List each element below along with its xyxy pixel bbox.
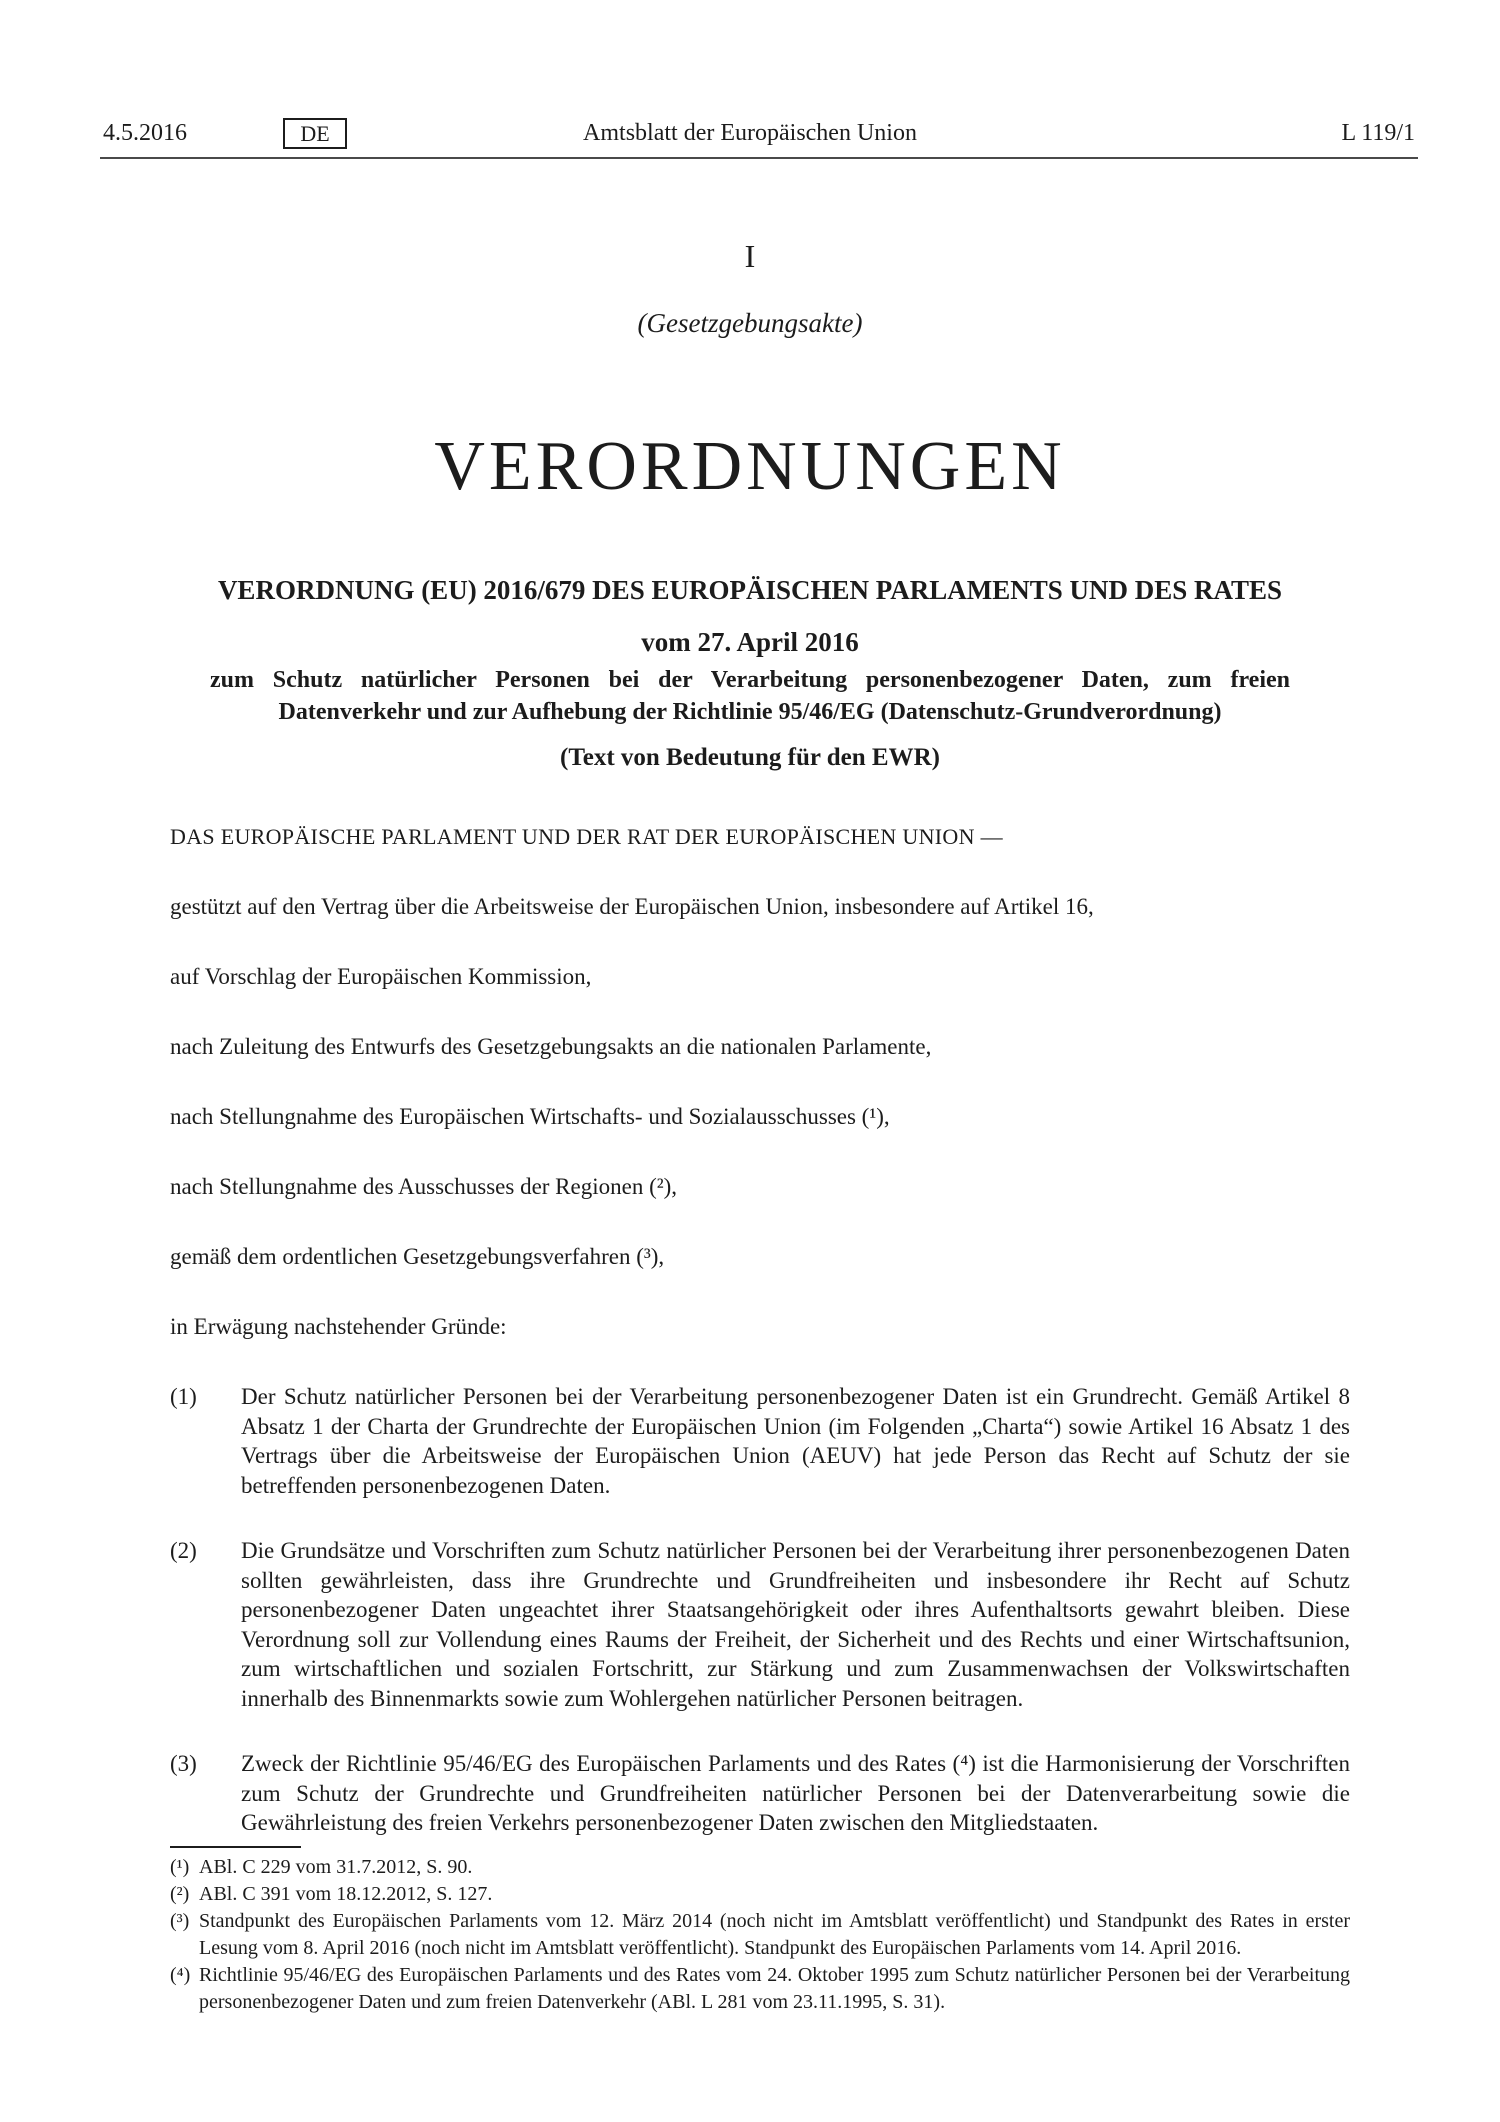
page-reference: L 119/1: [1341, 120, 1415, 146]
recital-text: Die Grundsätze und Vorschriften zum Schutz natürlicher Personen bei der Verarbeitung ihrer personenbezogenen Daten sollten gewährleisten, dass ihre Grundrechte und Grundfreiheiten und insbesondere ihr Recht auf Schutz personenbezogener Daten ungeachtet ihrer Staatsangehörigkeit oder ihres Aufenthaltsorts gewahrt bleiben. Diese Verordnung soll zur Vollendung eines Raums der Freiheit, der Sicherheit und des Rechts und einer Wirtschaftsunion, zum wirtschaftlichen und sozialen Fortschritt, zur Stärkung und zum Zusammenwachsen der Volkswirtschaften innerhalb des Binnenmarkts sowie zum Wohlergehen natürlicher Personen beitragen.: [241, 1538, 1350, 1711]
page-header: [0, 118, 1500, 158]
page-body: [0, 238, 1500, 2016]
footnote-marker: (³): [170, 1909, 190, 1932]
footnote-item: [170, 1908, 1350, 1962]
recital-item: [170, 1536, 1350, 1713]
header-date: 4.5.2016: [103, 120, 187, 146]
header-rule: [100, 157, 1418, 159]
language-badge: DE: [283, 118, 347, 149]
citation-paragraph: nach Zuleitung des Entwurfs des Gesetzgebungsakts an die nationalen Parlamente,: [170, 1034, 932, 1059]
recital-number: (2): [170, 1538, 197, 1563]
citation-paragraph: in Erwägung nachstehender Gründe:: [170, 1314, 507, 1339]
citation-paragraph: auf Vorschlag der Europäischen Kommission,: [170, 964, 592, 989]
footnote-text: ABl. C 391 vom 18.12.2012, S. 127.: [199, 1882, 493, 1905]
journal-title: Amtsblatt der Europäischen Union: [583, 120, 917, 146]
act-relevance-note: (Text von Bedeutung für den EWR): [560, 744, 940, 771]
section-heading: VERORDNUNGEN: [434, 428, 1066, 505]
footnote-item: [170, 1854, 1350, 1881]
footnote-item: [170, 1962, 1350, 2016]
footnote-marker: (⁴): [170, 1963, 191, 1986]
footnote-text: ABl. C 229 vom 31.7.2012, S. 90.: [199, 1855, 473, 1878]
citation-paragraph: gemäß dem ordentlichen Gesetzgebungsverfahren (³),: [170, 1244, 665, 1269]
footnote-marker: (¹): [170, 1855, 190, 1878]
recital-item: [170, 1382, 1350, 1500]
recital-number: (1): [170, 1384, 197, 1409]
citation-paragraph: nach Stellungnahme des Ausschusses der Regionen (²),: [170, 1174, 678, 1199]
footnote-rule: [170, 1846, 301, 1848]
preamble: [170, 822, 1350, 1838]
footnote-text: Richtlinie 95/46/EG des Europäischen Parlaments und des Rates vom 24. Oktober 1995 zum Schutz natürlicher Personen bei der Verarbeitung personenbezogener Daten und zum freien Datenverkehr (ABl. L 281 vom 23.11.1995, S. 31).: [199, 1963, 1350, 2013]
section-kicker: (Gesetzgebungsakte): [637, 308, 863, 338]
act-date-line: vom 27. April 2016: [641, 627, 859, 657]
footnote-marker: (²): [170, 1882, 190, 1905]
footnote-text: Standpunkt des Europäischen Parlaments vom 12. März 2014 (noch nicht im Amtsblatt veröffentlicht) und Standpunkt des Rates in erster Lesung vom 8. April 2016 (noch nicht im Amtsblatt veröffentlicht). Standpunkt des Europäischen Parlaments vom 14. April 2016.: [199, 1909, 1350, 1959]
footnote-item: [170, 1881, 1350, 1908]
act-title: VERORDNUNG (EU) 2016/679 DES EUROPÄISCHEN PARLAMENTS UND DES RATES: [217, 575, 1283, 605]
citation-paragraph: nach Stellungnahme des Europäischen Wirtschafts- und Sozialausschusses (¹),: [170, 1104, 890, 1129]
act-subtitle: zum Schutz natürlicher Personen bei der Verarbeitung personenbezogener Daten, zum freien Datenverkehr und zur Aufhebung der Richtlinie 95/46/EG (Datenschutz-Grundverordnung): [210, 667, 1290, 725]
section-numeral: I: [744, 238, 756, 274]
footnotes-section: [170, 1854, 1350, 2016]
recital-text: Der Schutz natürlicher Personen bei der Verarbeitung personenbezogener Daten ist ein Grundrecht. Gemäß Artikel 8 Absatz 1 der Charta der Grundrechte der Europäischen Union (im Folgenden „Charta“) sowie Artikel 16 Absatz 1 des Vertrags über die Arbeitsweise der Europäischen Union (AEUV) hat jede Person das Recht auf Schutz der sie betreffenden personenbezogenen Daten.: [241, 1384, 1350, 1498]
citation-paragraph: gestützt auf den Vertrag über die Arbeitsweise der Europäischen Union, insbesondere auf Artikel 16,: [170, 894, 1094, 919]
preamble-opening: DAS EUROPÄISCHE PARLAMENT UND DER RAT DER EUROPÄISCHEN UNION —: [170, 824, 1003, 849]
recital-item: [170, 1749, 1350, 1838]
recital-number: (3): [170, 1751, 197, 1776]
recital-text: Zweck der Richtlinie 95/46/EG des Europäischen Parlaments und des Rates (⁴) ist die Harmonisierung der Vorschriften zum Schutz der Grundrechte und Grundfreiheiten natürlicher Personen bei der Datenverarbeitung sowie die Gewährleistung des freien Verkehrs personenbezogener Daten zwischen den Mitgliedstaaten.: [241, 1751, 1350, 1835]
